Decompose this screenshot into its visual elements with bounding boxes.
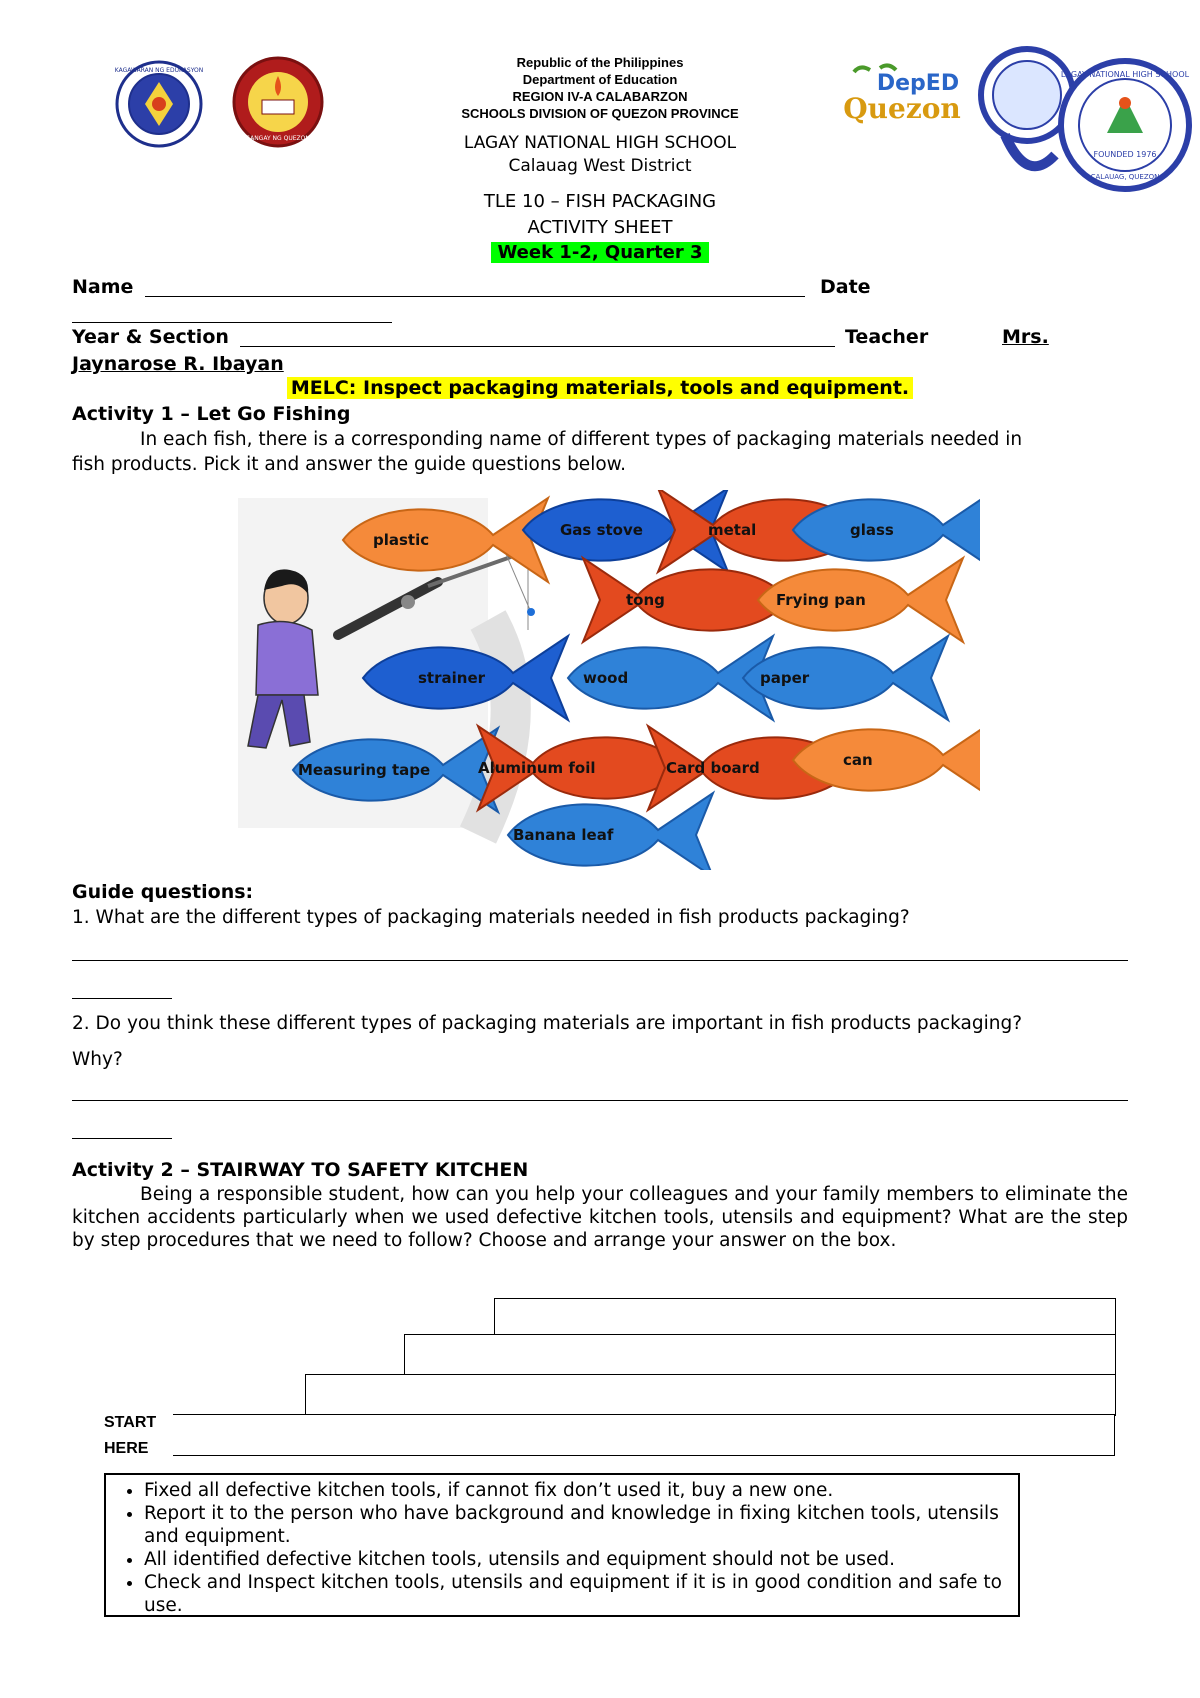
division-seal-text: SANGAY NG QUEZON: [246, 135, 310, 142]
header-region: REGION IV-A CALABARZON: [512, 89, 688, 104]
activity1-instructions-line1: In each fish, there is a corresponding name of different types of packaging materials needed in: [140, 429, 1023, 450]
activity1-title: Activity 1 – Let Go Fishing: [72, 403, 351, 425]
fish-label-wood: wood: [583, 669, 629, 687]
choices-box: [104, 1473, 1020, 1617]
answer-line-2b[interactable]: [72, 1138, 172, 1139]
quezon-wordmark: Quezon: [843, 92, 961, 125]
guide-question-1: 1. What are the different types of packaging materials needed in fish products packaging?: [72, 907, 910, 928]
name-field[interactable]: [145, 296, 805, 297]
melc-banner: MELC: Inspect packaging materials, tools and equipment.: [287, 377, 913, 399]
fish-label-measuring-tape: Measuring tape: [298, 761, 431, 779]
fish-label-tong: tong: [626, 591, 665, 609]
name-label: Name: [72, 276, 134, 298]
fishing-illustration: [238, 490, 980, 870]
date-field[interactable]: [72, 322, 392, 323]
guide-question-2: 2. Do you think these different types of packaging materials are important in fish products packaging?: [72, 1013, 1023, 1034]
year-section-label: Year & Section: [72, 326, 229, 348]
teacher-name-part1: Mrs.: [1002, 326, 1049, 348]
fish-label-glass: glass: [850, 521, 894, 539]
start-here-line1: START: [104, 1414, 157, 1431]
header-division: SCHOOLS DIVISION OF QUEZON PROVINCE: [461, 106, 739, 121]
header-republic: Republic of the Philippines: [516, 55, 684, 70]
date-label: Date: [820, 276, 871, 298]
activity1-instructions-line2: fish products. Pick it and answer the guide questions below.: [72, 454, 626, 475]
stair-step-4[interactable]: [494, 1298, 1116, 1336]
year-section-field[interactable]: [240, 346, 835, 347]
sheet-title: TLE 10 – FISH PACKAGING: [483, 191, 717, 212]
fish-label-aluminum-foil: Aluminum foil: [478, 759, 596, 777]
teacher-name-part2: Jaynarose R. Ibayan: [72, 353, 284, 375]
school-seal-text: LAGAY NATIONAL HIGH SCHOOL: [1060, 70, 1190, 79]
deped-seal-text: KAGAWARAN NG EDUKASYON: [115, 67, 203, 74]
header-deped: Department of Education: [522, 72, 678, 87]
answer-line-1b[interactable]: [72, 998, 172, 999]
fish-label-plastic: plastic: [373, 531, 430, 549]
fish-label-frying-pan: Frying pan: [776, 591, 866, 609]
school-name: LAGAY NATIONAL HIGH SCHOOL: [463, 133, 737, 153]
deped-wordmark: DepED: [876, 71, 960, 96]
stair-step-1[interactable]: [173, 1414, 1115, 1456]
start-here-line2: HERE: [104, 1440, 149, 1457]
activity2-paragraph: Being a responsible student, how can you help your colleagues and your family members to eliminate the kitchen accidents particularly when we used defective kitchen tools, utensils and equipment? What are the step by step procedures that we need to follow? Choose and arrange your answer on the box.: [72, 1184, 1128, 1251]
choice-item: • All identified defective kitchen tools, utensils and equipment should not be used.: [144, 1548, 1008, 1571]
teacher-label: Teacher: [845, 326, 929, 348]
sheet-subtitle: ACTIVITY SHEET: [527, 217, 673, 238]
week-quarter-badge: Week 1-2, Quarter 3: [491, 242, 708, 263]
guide-questions-title: Guide questions:: [72, 881, 254, 903]
stair-step-3[interactable]: [404, 1334, 1116, 1376]
answer-line-2a[interactable]: [72, 1100, 1128, 1101]
choice-item: • Check and Inspect kitchen tools, utensils and equipment if it is in good condition and safe to use.: [144, 1571, 1008, 1617]
choice-item: • Report it to the person who have background and knowledge in fixing kitchen tools, utensils and equipment.: [144, 1502, 1008, 1548]
fish-label-strainer: strainer: [418, 669, 486, 687]
district-name: Calauag West District: [508, 156, 692, 176]
answer-line-1a[interactable]: [72, 960, 1128, 961]
choice-item: • Fixed all defective kitchen tools, if cannot fix don’t used it, buy a new one.: [144, 1479, 1008, 1502]
fish-label-paper: paper: [760, 669, 810, 687]
activity2-title: Activity 2 – STAIRWAY TO SAFETY KITCHEN: [72, 1159, 529, 1181]
fish-label-metal: metal: [708, 521, 757, 539]
guide-question-2-cont: Why?: [72, 1049, 123, 1070]
school-seal-place: CALAUAG, QUEZON: [1090, 173, 1160, 181]
stair-step-2[interactable]: [305, 1374, 1116, 1416]
fish-label-can: can: [843, 751, 873, 769]
school-seal-founded: FOUNDED 1976: [1093, 150, 1157, 159]
fish-label-banana-leaf: Banana leaf: [513, 826, 614, 844]
fish-label-card-board: Card board: [666, 759, 760, 777]
fish-label-gas-stove: Gas stove: [560, 521, 643, 539]
